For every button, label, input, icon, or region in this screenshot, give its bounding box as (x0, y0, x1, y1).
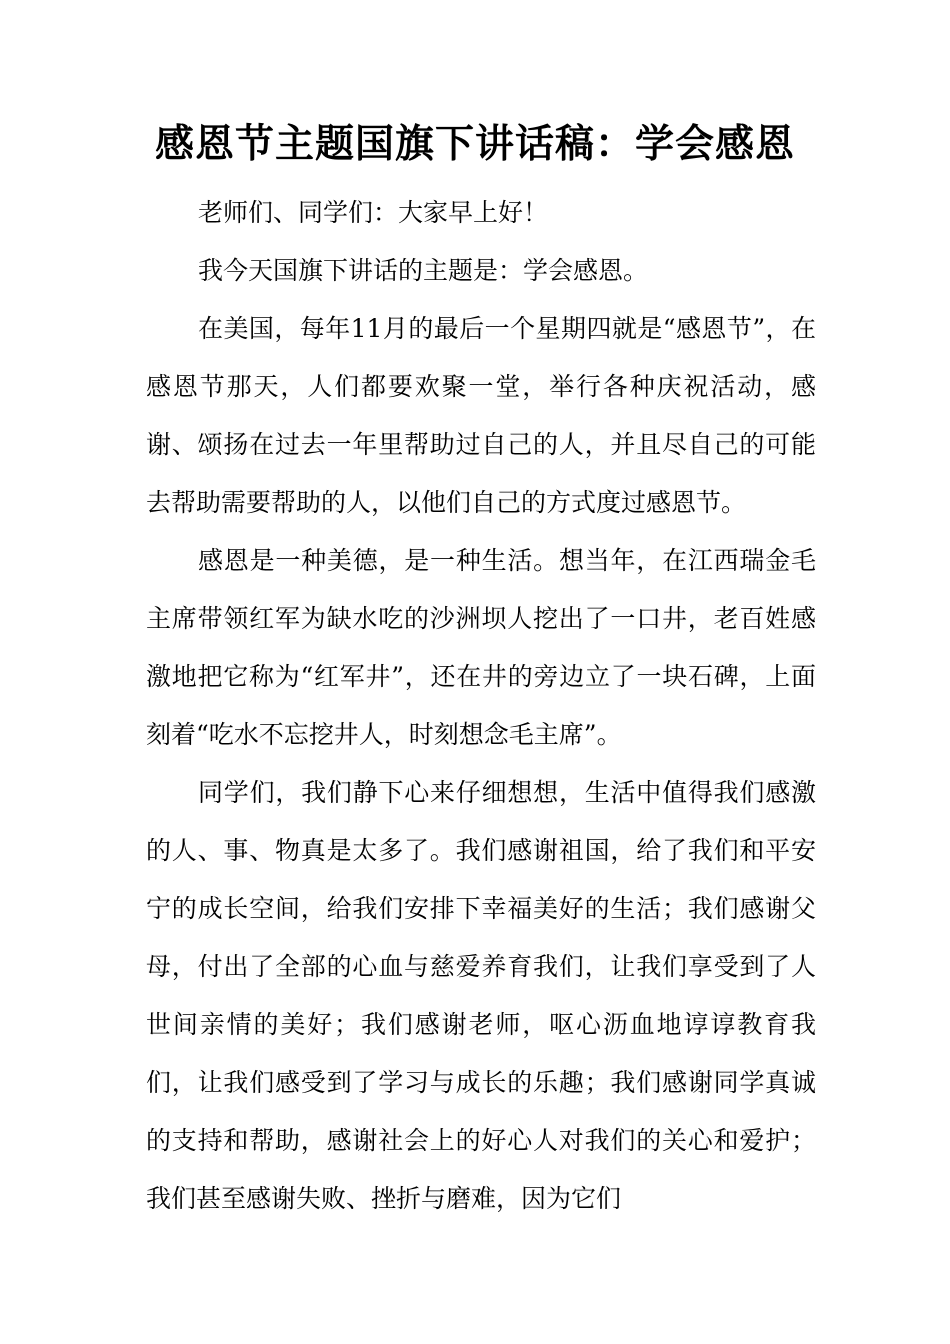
paragraph-gratitude-virtue: 感恩是一种美德，是一种生活。想当年，在江西瑞金毛主席带领红军为缺水吃的沙洲坝人挖出了一口井，老百姓感激地把它称为“红军井”，还在井的旁边立了一块石碑，上面刻着“吃水不忘挖井人，时刻想念毛主席”。 (146, 546, 816, 749)
document-body (146, 184, 816, 1228)
document-title: 感恩节主题国旗下讲话稿：学会感恩 (154, 121, 795, 167)
paragraph-thanksgiving-america: 在美国，每年11月的最后一个星期四就是“感恩节”，在感恩节那天，人们都要欢聚一堂，举行各种庆祝活动，感谢、颂扬在过去一年里帮助过自己的人，并且尽自己的可能去帮助需要帮助的人，以他们自己的方式度过感恩节。 (146, 314, 816, 517)
paragraph-greeting: 老师们、同学们：大家早上好！ (198, 198, 549, 227)
paragraph-topic: 我今天国旗下讲话的主题是：学会感恩。 (198, 256, 649, 285)
paragraph-things-to-thank: 同学们，我们静下心来仔细想想，生活中值得我们感激的人、事、物真是太多了。我们感谢祖国，给了我们和平安宁的成长空间，给我们安排下幸福美好的生活；我们感谢父母，付出了全部的心血与慈爱养育我们，让我们享受到了人世间亲情的美好；我们感谢老师，呕心沥血地谆谆教育我们，让我们感受到了学习与成长的乐趣；我们感谢同学真诚的支持和帮助，感谢社会上的好心人对我们的关心和爱护；我们甚至感谢失败、挫折与磨难，因为它们 (146, 778, 816, 1213)
